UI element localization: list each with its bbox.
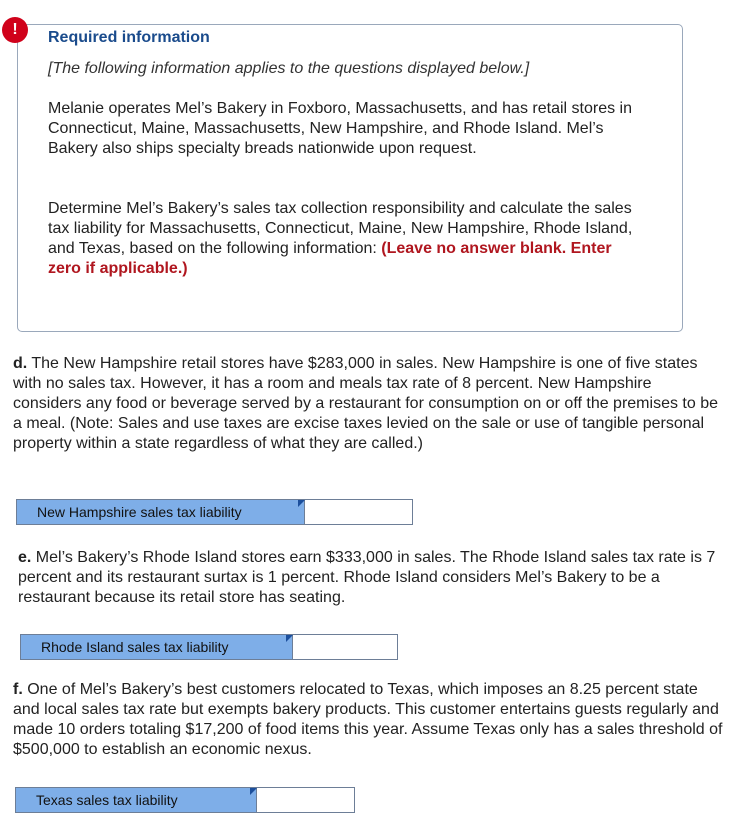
question-e-letter: e. bbox=[18, 549, 32, 566]
instruction-text: (Leave no answer blank. Enter zero if applicable.) bbox=[48, 240, 612, 277]
question-f-letter: f. bbox=[13, 681, 23, 698]
question-f-text: One of Mel’s Bakery’s best customers relocated to Texas, which imposes an 8.25 percent state and local sales tax rate but exempts bakery products. This customer entertains guests regularly and made 10 orders totaling $17,200 of food items this year. Assume Texas only has a sales threshold of $500,000 to establish an economic nexus. bbox=[13, 681, 723, 758]
new-hampshire-label: New Hampshire sales tax liability bbox=[37, 504, 242, 520]
new-hampshire-label-cell bbox=[17, 500, 304, 524]
cell-marker-icon bbox=[250, 788, 257, 795]
texas-label-cell bbox=[16, 788, 256, 812]
question-d-letter: d. bbox=[13, 355, 28, 372]
answer-row-rhode-island bbox=[20, 634, 398, 660]
rhode-island-label: Rhode Island sales tax liability bbox=[41, 639, 229, 655]
texas-tax-input[interactable] bbox=[256, 788, 354, 812]
question-f bbox=[13, 680, 723, 760]
info-note: [The following information applies to the questions displayed below.] bbox=[48, 60, 530, 77]
answer-row-texas bbox=[15, 787, 355, 813]
rhode-island-label-cell bbox=[21, 635, 292, 659]
cell-marker-icon bbox=[298, 500, 305, 507]
question-d bbox=[13, 354, 723, 454]
required-information-title: Required information bbox=[48, 29, 210, 46]
info-paragraph-2 bbox=[48, 199, 638, 279]
question-d-text: The New Hampshire retail stores have $283,000 in sales. New Hampshire is one of five states with no sales tax. However, it has a room and meals tax rate of 8 percent. New Hampshire considers any food or beverage served by a restaurant for consumption on or off the premises to be a meal. (Note: Sales and use taxes are excise taxes levied on the sale or use of tangible personal property within a state regardless of what they are called.) bbox=[13, 355, 718, 452]
alert-icon: ! bbox=[2, 17, 28, 43]
question-e-text: Mel’s Bakery’s Rhode Island stores earn $333,000 in sales. The Rhode Island sales tax rate is 7 percent and its restaurant surtax is 1 percent. Rhode Island considers Mel’s Bakery to be a restaurant because its retail store has seating. bbox=[18, 549, 716, 606]
info-paragraph-2-text: Determine Mel’s Bakery’s sales tax collection responsibility and calculate the sales tax liability for Massachusetts, Connecticut, Maine, New Hampshire, Rhode Island, and Texas, based on the following information: bbox=[48, 200, 633, 257]
rhode-island-tax-input[interactable] bbox=[292, 635, 397, 659]
answer-row-new-hampshire bbox=[16, 499, 413, 525]
new-hampshire-tax-input[interactable] bbox=[304, 500, 412, 524]
question-e bbox=[18, 548, 723, 608]
cell-marker-icon bbox=[286, 635, 293, 642]
texas-label: Texas sales tax liability bbox=[36, 792, 178, 808]
info-paragraph-1: Melanie operates Mel’s Bakery in Foxboro, Massachusetts, and has retail stores in Connecticut, Maine, Massachusetts, New Hampshire, and Rhode Island. Mel’s Bakery also ships specialty breads nationwide upon request. bbox=[48, 100, 632, 157]
